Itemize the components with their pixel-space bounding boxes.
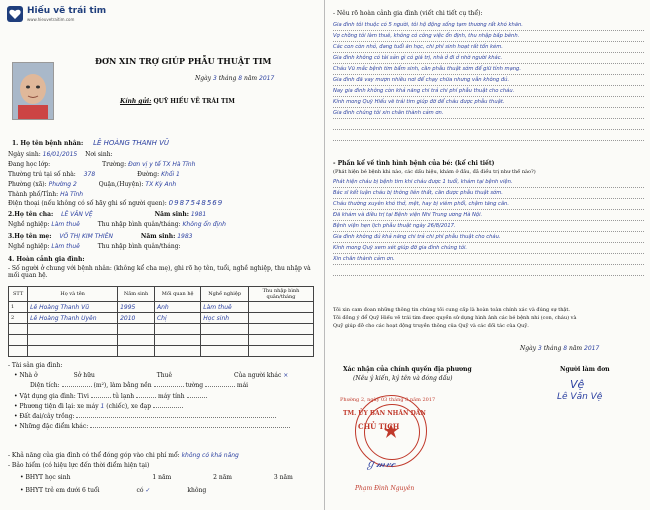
disease-line: Bác sĩ kết luận cháu bị thông liên thất, cần được phẫu thuật sớm. [333,188,644,199]
insurance-label: - Bảo hiểm (có hiệu lực đến thời điểm hiện tại) [8,462,150,469]
table-row: 1 Lê Hoàng Thanh Vũ 1995 Anh Làm thuê [9,302,314,313]
special-row: • Những đặc điểm khác: [14,423,290,430]
stamp-date: Phường 2, ngày 03 tháng 8 năm 2017 [340,397,436,403]
insurance-under6-row: • BHYT trẻ em dưới 6 tuổi có ✓ không [20,487,207,494]
narrative-line [333,130,644,141]
father-name-row: 2.Họ tên cha: LÊ VĂN VỆ Năm sinh: 1981 [8,211,207,218]
narrative-line: Gia đình chúng tôi xin chân thành cảm ơn. [333,108,644,119]
authority-signature: ℊ𝓂𝓋𝒸 [365,457,396,470]
patient-name-row: 1. Họ tên bệnh nhân: LÊ HOÀNG THANH VŨ [12,139,170,147]
patient-city-row: Thành phố/Tỉnh: Hà Tĩnh [8,191,84,198]
recipient-line: Kính gửi: QUỸ HIẾU VẼ TRÁI TIM [120,98,235,105]
disease-line: Bệnh viện hẹn lịch phẫu thuật ngày 26/8/2017. [333,221,644,232]
narrative-label: - Nêu rõ hoàn cảnh gia đình (viết chi tiết cụ thể): [333,10,483,17]
family-heading: 4. Hoàn cảnh gia đình: [8,256,85,263]
land-row: • Đất đai/cây trồng: [14,413,276,420]
disease-line: Cháu thường xuyên khó thở, mệt, hay bị viêm phổi, chậm tăng cân. [333,199,644,210]
authority-title: Xác nhận của chính quyền địa phương [343,366,472,373]
narrative-line: Cháu Vũ mắc bệnh tim bẩm sinh, cần phẫu thuật sớm để giữ tính mạng. [333,64,644,75]
house-row: • Nhà ở Sở hữu Thuê Của người khác × [14,372,289,379]
form-page-right [325,0,650,510]
applicant-signature: Vệ [570,378,585,391]
disease-line: Đã khám và điều trị tại Bệnh viện Nhi Trung ương Hà Nội. [333,210,644,221]
capacity-row: - Khả năng của gia đình có thể đóng góp vào chi phí mổ: không có khả năng [8,452,239,459]
applicant-title: Người làm đơn [560,366,610,373]
signoff-date: Ngày 3 tháng 8 năm 2017 [520,345,600,352]
narrative-line: Vợ chồng tôi làm thuê, không có công việc ổn định, thu nhập bấp bênh. [333,31,644,42]
date-line: Ngày 3 tháng 8 năm 2017 [195,75,275,82]
logo-site: www.hieuvetraitim.com [27,17,75,22]
patient-dob-row: Ngày sinh: 16/01/2015 Nơi sinh: [8,151,113,158]
patient-phone-row: Điện thoại (nếu không có số hãy ghi số người quen): 0987548569 [8,199,224,207]
father-job-row: Nghề nghiệp: Làm thuê Thu nhập bình quân/tháng: Không ổn định [8,221,226,228]
family-table [8,286,314,357]
authority-role: CHỦ TỊCH [358,422,400,431]
patient-ward-row: Phường (xã): Phường 2 Quận,(Huyện): TX Kỳ Anh [8,181,177,188]
mother-name-row: 3.Họ tên mẹ: VÕ THỊ KIM THIÊN Năm sinh: 1983 [8,233,193,240]
insurance-student-row: • BHYT học sinh 1 năm 2 năm 3 năm [20,474,293,481]
table-row [9,335,314,346]
disease-line: Phát hiện cháu bị bệnh tim khi cháu được 1 tuổi, khám tại bệnh viện. [333,177,644,188]
narrative-line: Gia đình không có tài sản gì có giá trị, nhà ở đi ở nhờ người khác. [333,53,644,64]
logo-heart-icon [6,5,24,23]
disease-hint: (Phát hiện bé bệnh khi nào, các dấu hiệu, khám ở đâu, đã điều trị như thế nào?) [333,169,536,175]
narrative-line [333,119,644,130]
disease-line: Xin chân thành cảm ơn. [333,254,644,265]
disease-line: Kính mong Quỹ xem xét giúp đỡ gia đình chúng tôi. [333,243,644,254]
authority-note: (Nêu ý kiến, ký tên và đóng dấu) [353,375,453,382]
commitment-text: Tôi xin cam đoan những thông tin chúng tôi cung cấp là hoàn toàn chính xác và đúng sự thật. Tôi đồng ý để Quỹ Hiếu vẽ trái tim được quyền sử dụng hình ảnh các bé bệnh nhi (con, cháu) và Quỹ giúp đỡ cho các hoạt động truyền thông của Quỹ và các đối tác của Quỹ. [333,307,577,329]
table-row [9,346,314,357]
patient-class-row: Đang học lớp: Trường: Đơn vị y tế TX Hà Tĩnh [8,161,196,168]
narrative-line: Các con còn nhỏ, đang tuổi ăn học, chi phí sinh hoạt rất tốn kém. [333,42,644,53]
disease-line [333,265,644,276]
authority-officer: Phạm Đình Nguyên [355,485,415,492]
form-title: ĐƠN XIN TRỢ GIÚP PHẪU THUẬT TIM [95,56,272,66]
patient-photo [12,62,54,120]
area-row: Diện tích: (m²), làm bằng nền tường mái [30,382,249,389]
disease-label: - Phần kể về tình hình bệnh của bé: (kể chi tiết) [333,160,495,167]
family-table-header: STT Họ và tên Năm sinh Mối quan hệ Nghề nghiệp Thu nhập bình quân/tháng [9,287,314,302]
items-row: • Vật dụng gia đình: Tivi tủ lạnh máy tính [14,393,207,400]
narrative-line: Kính mong Quỹ Hiếu vẽ trái tim giúp đỡ để cháu được phẫu thuật. [333,97,644,108]
table-row: 2 Lê Hoàng Thanh Uyên 2010 Chị Học sinh [9,313,314,324]
assets-heading: - Tài sản gia đình: [8,362,63,369]
table-row [9,324,314,335]
logo-brand: Hiếu vẽ trái tim [27,6,107,16]
stamp-org: TM. ỦY BAN NHÂN DÂN [343,410,426,417]
family-count-label: - Số người ở chung với bệnh nhân: (không kể cha mẹ), ghi rõ họ tên, tuổi, nghề nghiệp, thu nhập và mối quan hệ. [8,265,311,279]
mother-job-row: Nghề nghiệp: Làm thuê Thu nhập bình quân/tháng: [8,243,181,250]
logo [6,5,107,25]
patient-name: LÊ HOÀNG THANH VŨ [93,139,170,147]
disease-line: Gia đình không đủ khả năng chi trả chi phí phẫu thuật cho cháu. [333,232,644,243]
narrative-line: Gia đình đã vay mượn nhiều nơi để chạy chữa nhưng vẫn không đủ. [333,75,644,86]
narrative-line: Nay gia đình không còn khả năng chi trả chi phí phẫu thuật cho cháu. [333,86,644,97]
narrative-line: Gia đình tôi thuộc có 5 người, tôi hộ động sống tạm thương rất khó khăn. [333,20,644,31]
vehicle-row: • Phương tiện đi lại: xe máy 1 (chiếc), xe đạp [14,403,183,410]
patient-address-row: Thường trú tại số nhà: 378 Đường: Khối 1 [8,171,180,178]
applicant-name: Lê Văn Vệ [557,392,603,402]
